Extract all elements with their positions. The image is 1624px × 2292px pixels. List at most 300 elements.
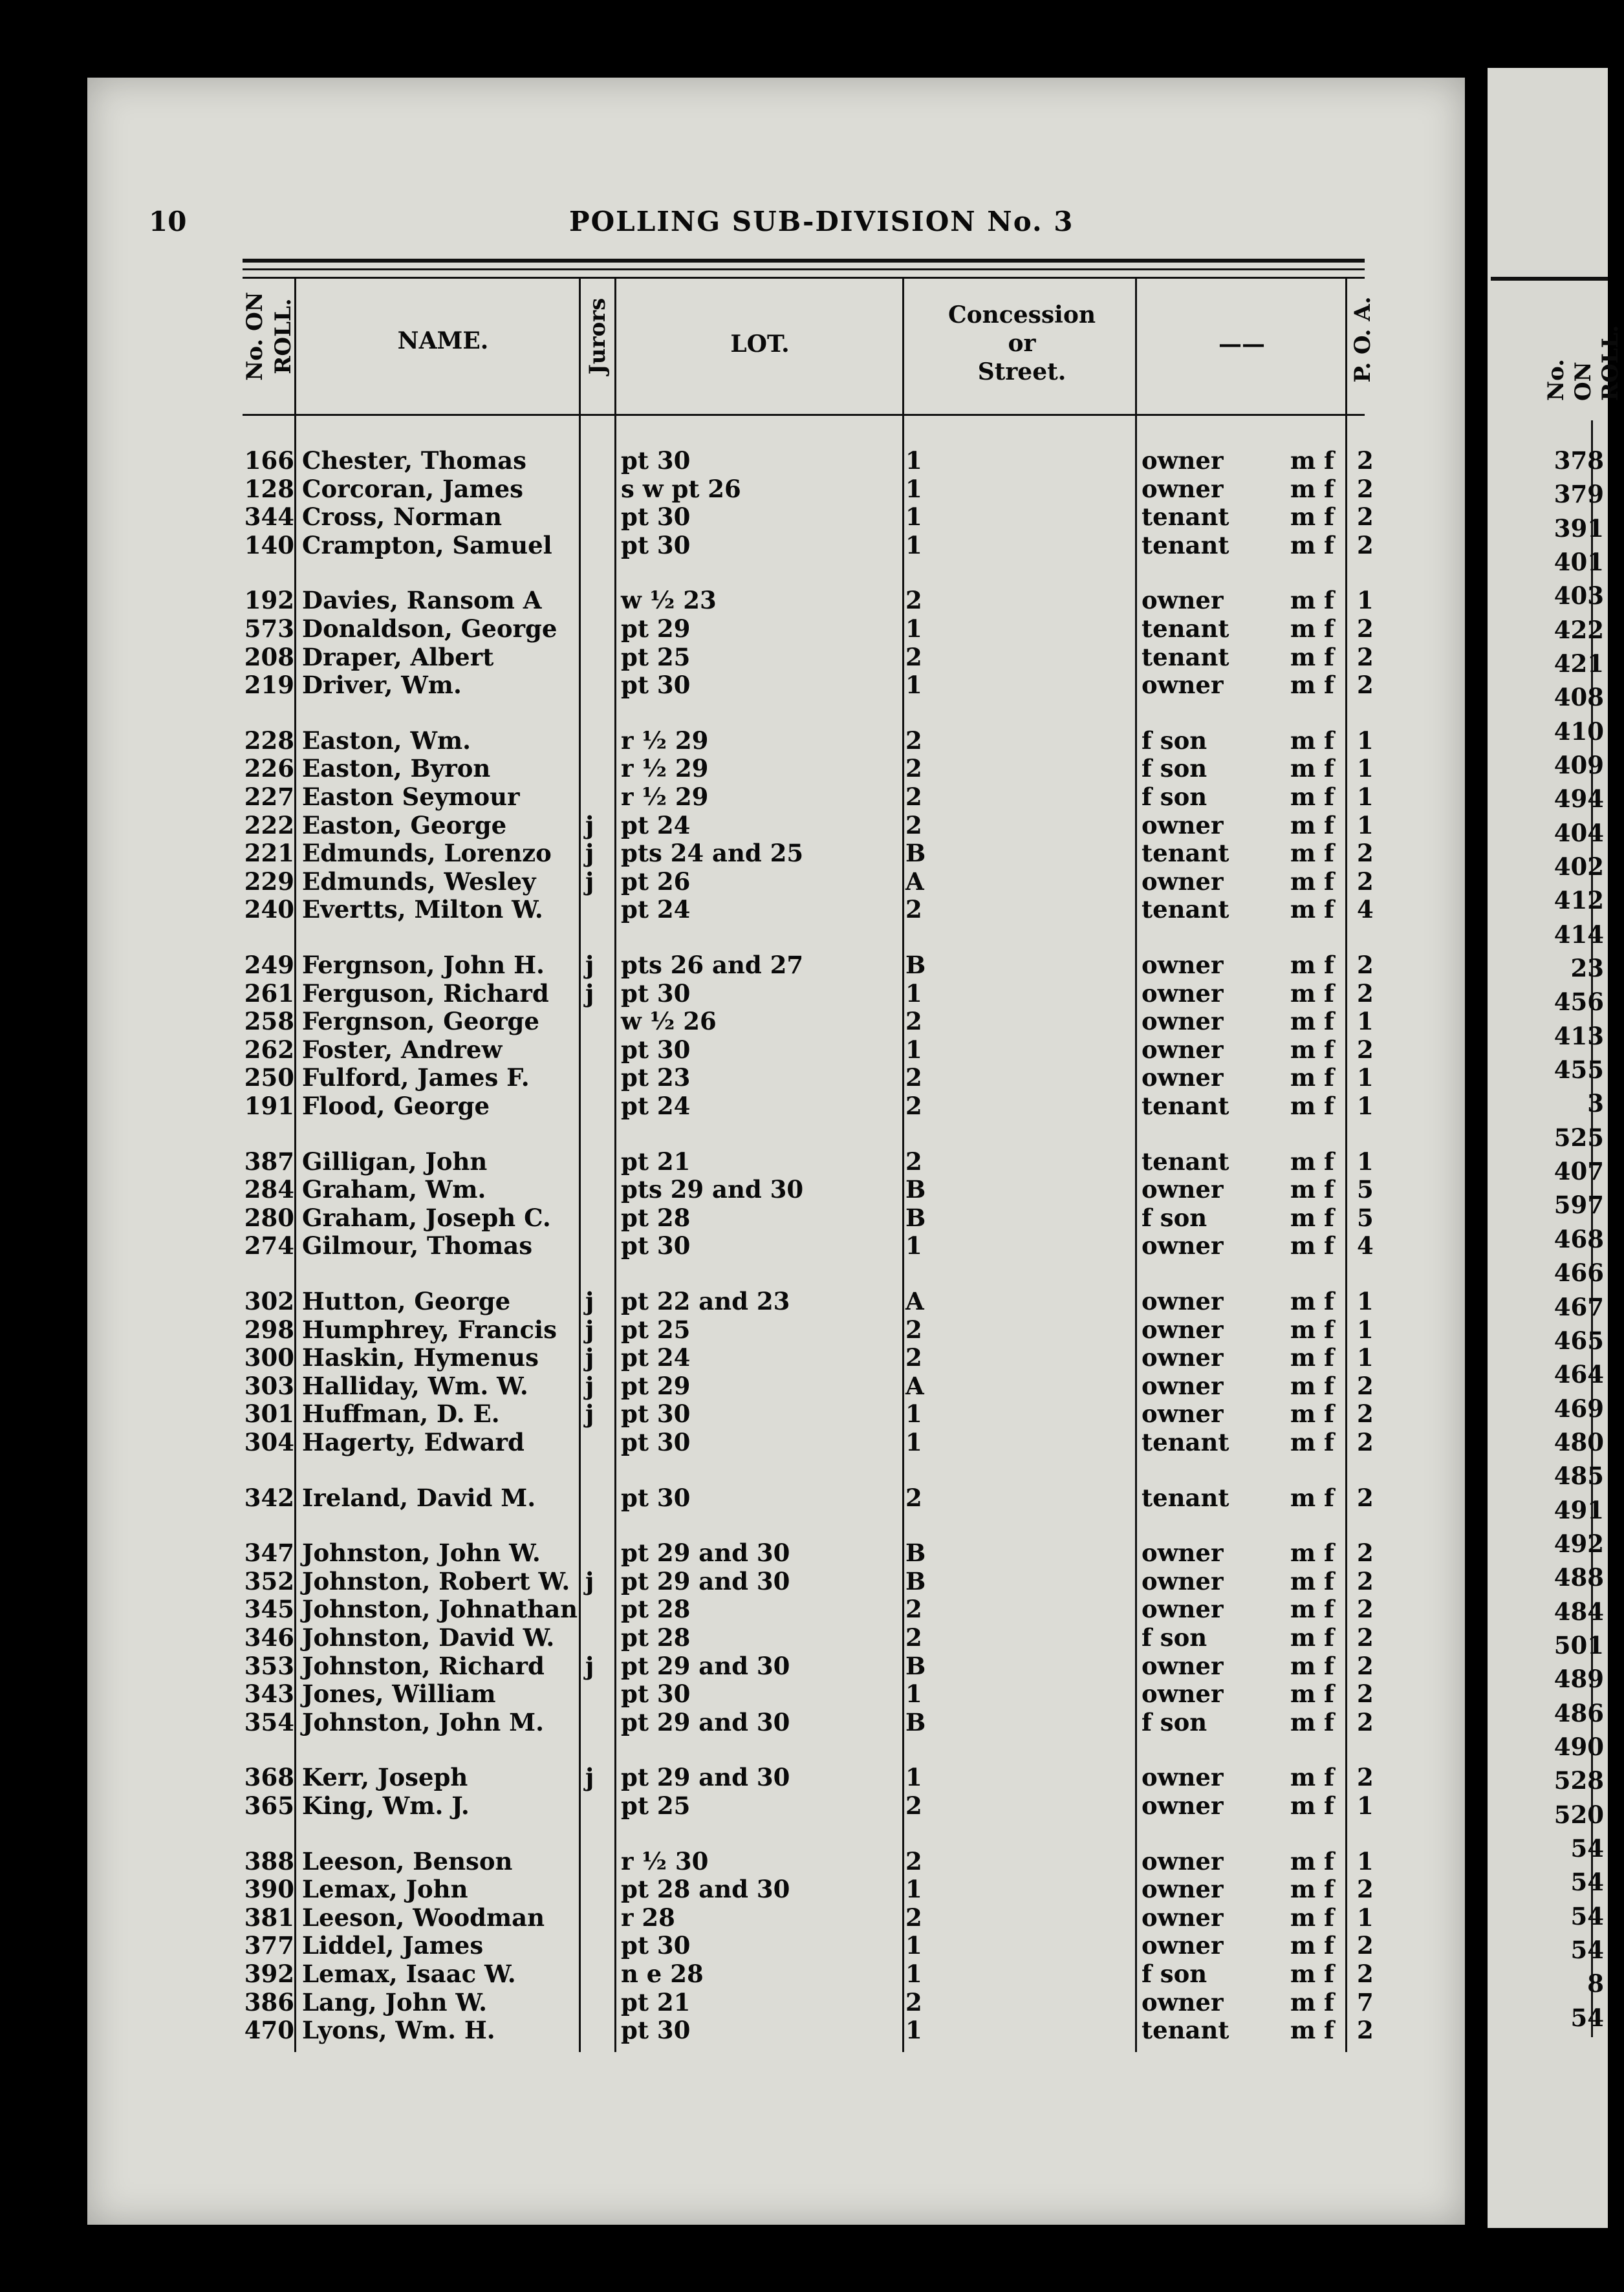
table-row xyxy=(0,531,1378,559)
table-row xyxy=(0,979,1378,1008)
facing-page-header-no-on-roll: No. ON ROLL. xyxy=(1543,325,1623,401)
lot: n e 28 xyxy=(621,1960,704,1988)
poa: 1 xyxy=(1357,1315,1374,1344)
roll-number: 222 xyxy=(244,810,294,839)
concession: 1 xyxy=(905,530,922,559)
facing-page-roll-number: 467 xyxy=(1554,1292,1604,1321)
table-row xyxy=(0,503,1378,531)
sex-mark: m f xyxy=(1290,1400,1334,1429)
roll-number: 261 xyxy=(244,978,294,1008)
table-row xyxy=(0,726,1378,755)
poa: 2 xyxy=(1357,1875,1374,1904)
facing-page-roll-number: 54 xyxy=(1570,1833,1604,1863)
roll-number: 392 xyxy=(244,1960,294,1988)
table-row xyxy=(0,586,1378,614)
poa: 1 xyxy=(1357,1287,1374,1315)
concession: B xyxy=(905,1566,926,1595)
poa: 1 xyxy=(1357,726,1374,755)
sex-mark: m f xyxy=(1290,1147,1334,1176)
table-row xyxy=(0,1988,1378,2016)
sex-mark: m f xyxy=(1290,2016,1334,2045)
sex-mark: m f xyxy=(1290,530,1334,559)
lot: pt 30 xyxy=(621,978,691,1008)
roll-number: 301 xyxy=(244,1400,294,1429)
lot: pts 26 and 27 xyxy=(621,951,804,979)
status: owner xyxy=(1142,1400,1224,1429)
sex-mark: m f xyxy=(1290,642,1334,671)
roll-number: 250 xyxy=(244,1063,294,1092)
lot: pt 25 xyxy=(621,1315,691,1344)
table-row xyxy=(0,1372,1378,1400)
sex-mark: m f xyxy=(1290,586,1334,615)
voter-name: Fergnson, George xyxy=(302,1007,539,1036)
table-row xyxy=(0,671,1378,699)
roll-number: 470 xyxy=(244,2016,294,2045)
status: f son xyxy=(1142,1707,1207,1736)
table-row xyxy=(0,1595,1378,1623)
header-concession-line-2: or xyxy=(1008,330,1036,357)
voter-name: Gilmour, Thomas xyxy=(302,1231,533,1260)
poa: 1 xyxy=(1357,1147,1374,1176)
concession: B xyxy=(905,1203,926,1232)
lot: pt 25 xyxy=(621,642,691,671)
poa: 2 xyxy=(1357,671,1374,700)
status: tenant xyxy=(1142,1428,1229,1456)
concession: 2 xyxy=(905,586,922,615)
roll-number: 344 xyxy=(244,503,294,532)
lot: pt 22 and 23 xyxy=(621,1287,790,1315)
juror-mark: j xyxy=(585,1315,594,1344)
juror-mark: j xyxy=(585,839,594,868)
voter-name: Corcoran, James xyxy=(302,474,523,503)
concession: 2 xyxy=(905,1987,922,2016)
sex-mark: m f xyxy=(1290,810,1334,839)
sex-mark: m f xyxy=(1290,951,1334,979)
facing-page-roll-number: 414 xyxy=(1554,920,1604,949)
voter-name: Johnston, John M. xyxy=(302,1707,544,1736)
juror-mark: j xyxy=(585,867,594,896)
facing-page-roll-number: 54 xyxy=(1570,2003,1604,2032)
status: owner xyxy=(1142,1315,1224,1344)
table-row xyxy=(0,1175,1378,1204)
voter-name: Johnston, John W. xyxy=(302,1539,541,1568)
facing-page-roll-number: 464 xyxy=(1554,1360,1604,1389)
facing-page-roll-number: 488 xyxy=(1554,1563,1604,1592)
status: owner xyxy=(1142,586,1224,615)
poa: 7 xyxy=(1357,1987,1374,2016)
header-name: NAME. xyxy=(397,327,489,354)
status: f son xyxy=(1142,754,1207,783)
roll-number: 390 xyxy=(244,1875,294,1904)
concession: 1 xyxy=(905,1763,922,1792)
table-row xyxy=(0,1343,1378,1372)
voter-name: Humphrey, Francis xyxy=(302,1315,557,1344)
facing-page-roll-number: 484 xyxy=(1554,1597,1604,1626)
poa: 2 xyxy=(1357,867,1374,896)
facing-page-roll-number: 23 xyxy=(1570,954,1604,983)
juror-mark: j xyxy=(585,1343,594,1372)
concession: 2 xyxy=(905,1846,922,1876)
poa: 2 xyxy=(1357,1680,1374,1709)
concession: 2 xyxy=(905,1595,922,1624)
roll-number: 347 xyxy=(244,1539,294,1568)
roll-number: 298 xyxy=(244,1315,294,1344)
sex-mark: m f xyxy=(1290,1875,1334,1904)
poa: 2 xyxy=(1357,474,1374,503)
voter-name: Chester, Thomas xyxy=(302,446,526,475)
facing-page-roll-number: 404 xyxy=(1554,818,1604,847)
status: owner xyxy=(1142,1371,1224,1400)
lot: s w pt 26 xyxy=(621,474,741,503)
table-row xyxy=(0,1623,1378,1652)
sex-mark: m f xyxy=(1290,1707,1334,1736)
status: owner xyxy=(1142,1651,1224,1680)
concession: A xyxy=(905,1287,924,1315)
facing-page-roll-number: 455 xyxy=(1554,1055,1604,1085)
roll-number: 226 xyxy=(244,754,294,783)
sex-mark: m f xyxy=(1290,1651,1334,1680)
sex-mark: m f xyxy=(1290,1063,1334,1092)
facing-page-roll-number: 391 xyxy=(1554,514,1604,543)
poa: 2 xyxy=(1357,1931,1374,1960)
table-row xyxy=(0,754,1378,783)
lot: pt 30 xyxy=(621,446,691,475)
voter-name: Hutton, George xyxy=(302,1287,511,1315)
facing-page-roll-number: 422 xyxy=(1554,615,1604,644)
status: f son xyxy=(1142,1623,1207,1652)
roll-number: 240 xyxy=(244,895,294,924)
table-row xyxy=(0,2016,1378,2044)
voter-name: Huffman, D. E. xyxy=(302,1400,500,1429)
status: owner xyxy=(1142,1903,1224,1932)
lot: pt 25 xyxy=(621,1791,691,1820)
status: owner xyxy=(1142,1680,1224,1709)
table-row xyxy=(0,783,1378,811)
voter-name: Fulford, James F. xyxy=(302,1063,530,1092)
header-poa: P. O. A. xyxy=(1350,296,1376,383)
table-row xyxy=(0,1931,1378,1960)
table-row xyxy=(0,1007,1378,1035)
lot: pt 29 xyxy=(621,614,691,643)
status: owner xyxy=(1142,671,1224,700)
voter-name: Halliday, Wm. W. xyxy=(302,1371,528,1400)
facing-page-roll-number: 520 xyxy=(1554,1800,1604,1829)
roll-number: 365 xyxy=(244,1791,294,1820)
concession: B xyxy=(905,1707,926,1736)
sex-mark: m f xyxy=(1290,1092,1334,1120)
roll-number: 304 xyxy=(244,1428,294,1456)
poa: 2 xyxy=(1357,446,1374,475)
lot: pt 24 xyxy=(621,810,691,839)
concession: 1 xyxy=(905,1428,922,1456)
status: tenant xyxy=(1142,1483,1229,1512)
concession: 1 xyxy=(905,614,922,643)
table-row xyxy=(0,1204,1378,1232)
poa: 2 xyxy=(1357,1566,1374,1595)
status: owner xyxy=(1142,1007,1224,1036)
poa: 2 xyxy=(1357,642,1374,671)
concession: 2 xyxy=(905,783,922,811)
lot: pt 26 xyxy=(621,867,691,896)
table-row xyxy=(0,1903,1378,1932)
lot: pt 29 and 30 xyxy=(621,1651,790,1680)
sex-mark: m f xyxy=(1290,1595,1334,1624)
voter-name: Easton, Wm. xyxy=(302,726,471,755)
voter-name: Crampton, Samuel xyxy=(302,530,552,559)
table-row xyxy=(0,1791,1378,1820)
concession: 1 xyxy=(905,978,922,1008)
voter-name: Easton, Byron xyxy=(302,754,491,783)
sex-mark: m f xyxy=(1290,1007,1334,1036)
lot: pt 29 and 30 xyxy=(621,1566,790,1595)
status: owner xyxy=(1142,446,1224,475)
lot: pt 23 xyxy=(621,1063,691,1092)
sex-mark: m f xyxy=(1290,1287,1334,1315)
roll-number: 388 xyxy=(244,1846,294,1876)
table-row xyxy=(0,1763,1378,1791)
concession: 1 xyxy=(905,1400,922,1429)
concession: 2 xyxy=(905,726,922,755)
lot: pt 28 xyxy=(621,1595,691,1624)
sex-mark: m f xyxy=(1290,839,1334,868)
lot: pt 29 and 30 xyxy=(621,1763,790,1792)
concession: 2 xyxy=(905,754,922,783)
status: owner xyxy=(1142,951,1224,979)
roll-number: 262 xyxy=(244,1035,294,1064)
status: f son xyxy=(1142,783,1207,811)
status: owner xyxy=(1142,1035,1224,1064)
lot: pt 21 xyxy=(621,1147,691,1176)
sex-mark: m f xyxy=(1290,754,1334,783)
header-status: —— xyxy=(1218,330,1265,358)
concession: 1 xyxy=(905,1931,922,1960)
lot: r ½ 29 xyxy=(621,754,709,783)
header-lot: LOT. xyxy=(730,330,790,358)
roll-number: 303 xyxy=(244,1371,294,1400)
poa: 1 xyxy=(1357,1903,1374,1932)
voter-name: Foster, Andrew xyxy=(302,1035,503,1064)
voter-name: Donaldson, George xyxy=(302,614,558,643)
facing-page-roll-number: 525 xyxy=(1554,1123,1604,1152)
status: owner xyxy=(1142,1343,1224,1372)
status: owner xyxy=(1142,1846,1224,1876)
sex-mark: m f xyxy=(1290,1343,1334,1372)
facing-page-roll-number: 485 xyxy=(1554,1462,1604,1491)
voter-name: Gilligan, John xyxy=(302,1147,488,1176)
concession: 2 xyxy=(905,810,922,839)
status: owner xyxy=(1142,1175,1224,1204)
lot: pt 30 xyxy=(621,1931,691,1960)
table-row xyxy=(0,1539,1378,1567)
table-row xyxy=(0,951,1378,979)
voter-name: Kerr, Joseph xyxy=(302,1763,468,1792)
concession: B xyxy=(905,1651,926,1680)
concession: 1 xyxy=(905,1035,922,1064)
poa: 2 xyxy=(1357,839,1374,868)
table-row xyxy=(0,1428,1378,1456)
voter-name: Lemax, John xyxy=(302,1875,468,1904)
juror-mark: j xyxy=(585,1287,594,1315)
concession: 1 xyxy=(905,671,922,700)
roll-number: 249 xyxy=(244,951,294,979)
lot: pt 24 xyxy=(621,895,691,924)
roll-number: 346 xyxy=(244,1623,294,1652)
sex-mark: m f xyxy=(1290,783,1334,811)
facing-page-roll-number: 501 xyxy=(1554,1630,1604,1660)
concession: B xyxy=(905,1539,926,1568)
juror-mark: j xyxy=(585,1651,594,1680)
sex-mark: m f xyxy=(1290,726,1334,755)
sex-mark: m f xyxy=(1290,1791,1334,1820)
roll-number: 258 xyxy=(244,1007,294,1036)
facing-page-roll-number: 407 xyxy=(1554,1157,1604,1186)
voter-name: Easton Seymour xyxy=(302,783,520,811)
header-concession xyxy=(918,301,1125,386)
concession: 2 xyxy=(905,1623,922,1652)
lot: pt 30 xyxy=(621,1231,691,1260)
table-row xyxy=(0,1315,1378,1344)
voter-name: Evertts, Milton W. xyxy=(302,895,543,924)
voter-name: Johnston, David W. xyxy=(302,1623,555,1652)
status: owner xyxy=(1142,810,1224,839)
roll-number: 343 xyxy=(244,1680,294,1709)
concession: 2 xyxy=(905,895,922,924)
facing-page-roll-number: 468 xyxy=(1554,1224,1604,1253)
facing-page-roll-number: 597 xyxy=(1554,1191,1604,1220)
voter-name: Ferguson, Richard xyxy=(302,978,549,1008)
concession: 2 xyxy=(905,1147,922,1176)
roll-number: 284 xyxy=(244,1175,294,1204)
sex-mark: m f xyxy=(1290,895,1334,924)
sex-mark: m f xyxy=(1290,1566,1334,1595)
poa: 1 xyxy=(1357,1791,1374,1820)
poa: 2 xyxy=(1357,503,1374,532)
poa: 1 xyxy=(1357,754,1374,783)
poa: 5 xyxy=(1357,1175,1374,1204)
table-row xyxy=(0,1287,1378,1315)
voter-name: Haskin, Hymenus xyxy=(302,1343,539,1372)
status: owner xyxy=(1142,1287,1224,1315)
poa: 2 xyxy=(1357,1595,1374,1624)
facing-page-roll-number: 489 xyxy=(1554,1665,1604,1694)
page-number: 10 xyxy=(149,206,187,237)
voter-name: Driver, Wm. xyxy=(302,671,462,700)
voter-name: Ireland, David M. xyxy=(302,1483,536,1512)
status: f son xyxy=(1142,1960,1207,1988)
facing-page-roll-number: 54 xyxy=(1570,1901,1604,1930)
table-row xyxy=(0,475,1378,503)
lot: pt 24 xyxy=(621,1343,691,1372)
sex-mark: m f xyxy=(1290,1371,1334,1400)
juror-mark: j xyxy=(585,978,594,1008)
facing-page-roll-number: 8 xyxy=(1587,1969,1604,1998)
poa: 2 xyxy=(1357,614,1374,643)
concession: B xyxy=(905,951,926,979)
concession: A xyxy=(905,867,924,896)
concession: 2 xyxy=(905,1483,922,1512)
poa: 2 xyxy=(1357,1400,1374,1429)
lot: w ½ 23 xyxy=(621,586,717,615)
sex-mark: m f xyxy=(1290,1175,1334,1204)
roll-number: 368 xyxy=(244,1763,294,1792)
poa: 2 xyxy=(1357,1483,1374,1512)
concession: B xyxy=(905,839,926,868)
status: f son xyxy=(1142,726,1207,755)
table-row xyxy=(0,1147,1378,1176)
header-rule-2 xyxy=(243,268,1365,270)
concession: 2 xyxy=(905,1063,922,1092)
voter-name: Lang, John W. xyxy=(302,1987,488,2016)
roll-number: 352 xyxy=(244,1566,294,1595)
roll-number: 140 xyxy=(244,530,294,559)
voter-name: Liddel, James xyxy=(302,1931,484,1960)
sex-mark: m f xyxy=(1290,1763,1334,1792)
voter-name: Graham, Wm. xyxy=(302,1175,486,1204)
concession: 2 xyxy=(905,642,922,671)
sex-mark: m f xyxy=(1290,1483,1334,1512)
voter-name: Jones, William xyxy=(302,1680,496,1709)
poa: 1 xyxy=(1357,1846,1374,1876)
header-rule-top xyxy=(243,259,1365,263)
roll-number: 166 xyxy=(244,446,294,475)
facing-page-roll-number: 54 xyxy=(1570,1868,1604,1897)
poa: 1 xyxy=(1357,1007,1374,1036)
lot: pt 28 and 30 xyxy=(621,1875,790,1904)
voter-name: Edmunds, Lorenzo xyxy=(302,839,552,868)
status: tenant xyxy=(1142,895,1229,924)
concession: 1 xyxy=(905,1231,922,1260)
table-row xyxy=(0,1652,1378,1680)
status: owner xyxy=(1142,867,1224,896)
status: tenant xyxy=(1142,503,1229,532)
status: owner xyxy=(1142,1231,1224,1260)
roll-number: 191 xyxy=(244,1092,294,1120)
roll-number: 353 xyxy=(244,1651,294,1680)
poa: 2 xyxy=(1357,1428,1374,1456)
lot: r ½ 29 xyxy=(621,783,709,811)
sex-mark: m f xyxy=(1290,1903,1334,1932)
sex-mark: m f xyxy=(1290,1203,1334,1232)
status: tenant xyxy=(1142,1147,1229,1176)
facing-page-roll-number: 412 xyxy=(1554,886,1604,915)
sex-mark: m f xyxy=(1290,1960,1334,1988)
lot: pt 30 xyxy=(621,1680,691,1709)
table-row xyxy=(0,839,1378,867)
poa: 2 xyxy=(1357,1371,1374,1400)
poa: 1 xyxy=(1357,810,1374,839)
status: owner xyxy=(1142,1566,1224,1595)
table-row xyxy=(0,1400,1378,1428)
voter-name: Lyons, Wm. H. xyxy=(302,2016,495,2045)
sex-mark: m f xyxy=(1290,1931,1334,1960)
voter-name: Davies, Ransom A xyxy=(302,586,542,615)
status: owner xyxy=(1142,474,1224,503)
table-row xyxy=(0,895,1378,924)
poa: 2 xyxy=(1357,978,1374,1008)
table-row xyxy=(0,1484,1378,1512)
lot: pt 24 xyxy=(621,1092,691,1120)
header-rule-3 xyxy=(243,277,1365,279)
roll-number: 377 xyxy=(244,1931,294,1960)
table-row xyxy=(0,1063,1378,1092)
poa: 2 xyxy=(1357,2016,1374,2045)
roll-number: 573 xyxy=(244,614,294,643)
concession: 2 xyxy=(905,1007,922,1036)
header-rule-bottom xyxy=(243,414,1365,416)
concession: B xyxy=(905,1175,926,1204)
voter-name: Johnston, Richard xyxy=(302,1651,545,1680)
lot: pt 29 and 30 xyxy=(621,1539,790,1568)
